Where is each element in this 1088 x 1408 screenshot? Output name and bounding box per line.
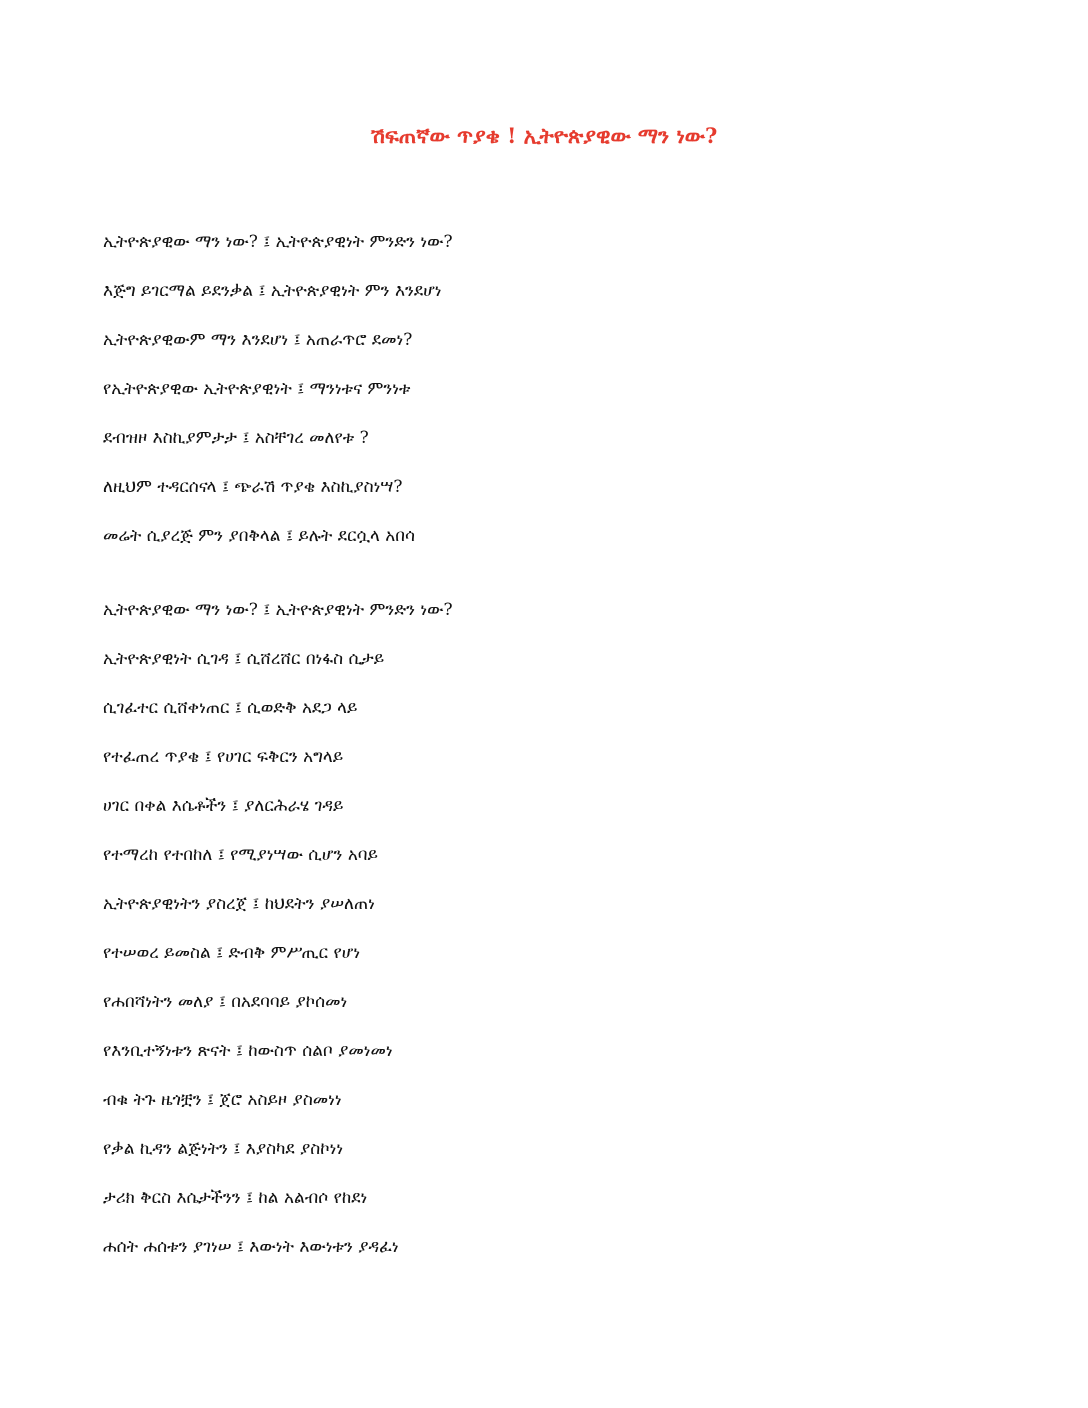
poem-line: ብቁ ትጉ ዜጎቿን ፤ ጀሮ አስይዞ ያስመነነ xyxy=(103,1090,342,1110)
poem-title: ሽፍጠኛው ጥያቄ ! ኢትዮጵያዊው ማን ነው? xyxy=(370,123,718,148)
poem-line: እጅግ ይገርማል ይደንቃል ፤ ኢትዮጵያዊነት ምን እንደሆነ xyxy=(103,281,442,301)
poem-line: ኢትዮጵያዊው ማን ነው? ፤ ኢትዮጵያዊነት ምንድን ነው? xyxy=(103,600,453,620)
poem-line: የቃል ኪዳን ልጅነትን ፤ እያስካደ ያስኮነነ xyxy=(103,1139,344,1159)
poem-line: የተሠወረ ይመስል ፤ ድብቅ ምሥጢር የሆነ xyxy=(103,943,361,963)
poem-line: የሐበሻነትን መለያ ፤ በአደባባይ ያኮሰመነ xyxy=(103,992,348,1012)
poem-line: ሲገፈተር ሲሸቀነጠር ፤ ሲወድቅ አደጋ ላይ xyxy=(103,698,358,718)
poem-line: ሐሰት ሐሰቱን ያገነሠ ፤ እውነት እውነቱን ያዳፈነ xyxy=(103,1237,399,1257)
poem-line: የተፈጠረ ጥያቄ ፤ የሀገር ፍቅርን አግላይ xyxy=(103,747,344,767)
poem-line: ኢትዮጵያዊው ማን ነው? ፤ ኢትዮጵያዊነት ምንድን ነው? xyxy=(103,232,453,252)
stanza-1 xyxy=(103,218,453,561)
poem-line: መሬት ሲያረጅ ምን ያበቅላል ፤ ይሉት ደርሷላ አበሳ xyxy=(103,526,415,546)
poem-line: ኢትዮጵያዊነት ሲገዳ ፤ ሲሸረሸር በነፋስ ሲታይ xyxy=(103,649,385,669)
poem-line: የተማረከ የተበከለ ፤ የሚያነሣው ሲሆን አባይ xyxy=(103,845,378,865)
poem-line: ሀገር በቀል እሴቶችን ፤ ያለርሕራሄ ገዳይ xyxy=(103,796,344,816)
stanza-2 xyxy=(103,586,453,1272)
poem-line: ኢትዮጵያዊነትን ያስረጀ ፤ ከህደትን ያሠለጠነ xyxy=(103,894,375,914)
poem-line: የእንቢተኝነቱን ጽናት ፤ ከውስጥ ሰልቦ ያመነመነ xyxy=(103,1041,393,1061)
poem-line: ደብዝዞ እስኪያምታታ ፤ አስቸገረ መለየቱ ? xyxy=(103,428,369,448)
poem-line: ለዚህም ተዳርሰናላ ፤ ጭራሽ ጥያቄ እስኪያስነሣ? xyxy=(103,477,403,497)
poem-line: ኢትዮጵያዊውም ማን እንደሆነ ፤ አጠራጥሮ ደመነ? xyxy=(103,330,413,350)
poem-line: ታሪክ ቅርስ እሴታችንን ፤ ከል አልብሶ የከደነ xyxy=(103,1188,368,1208)
poem-line: የኢትዮጵያዊው ኢትዮጵያዊነት ፤ ማንነቱና ምንነቱ xyxy=(103,379,411,399)
